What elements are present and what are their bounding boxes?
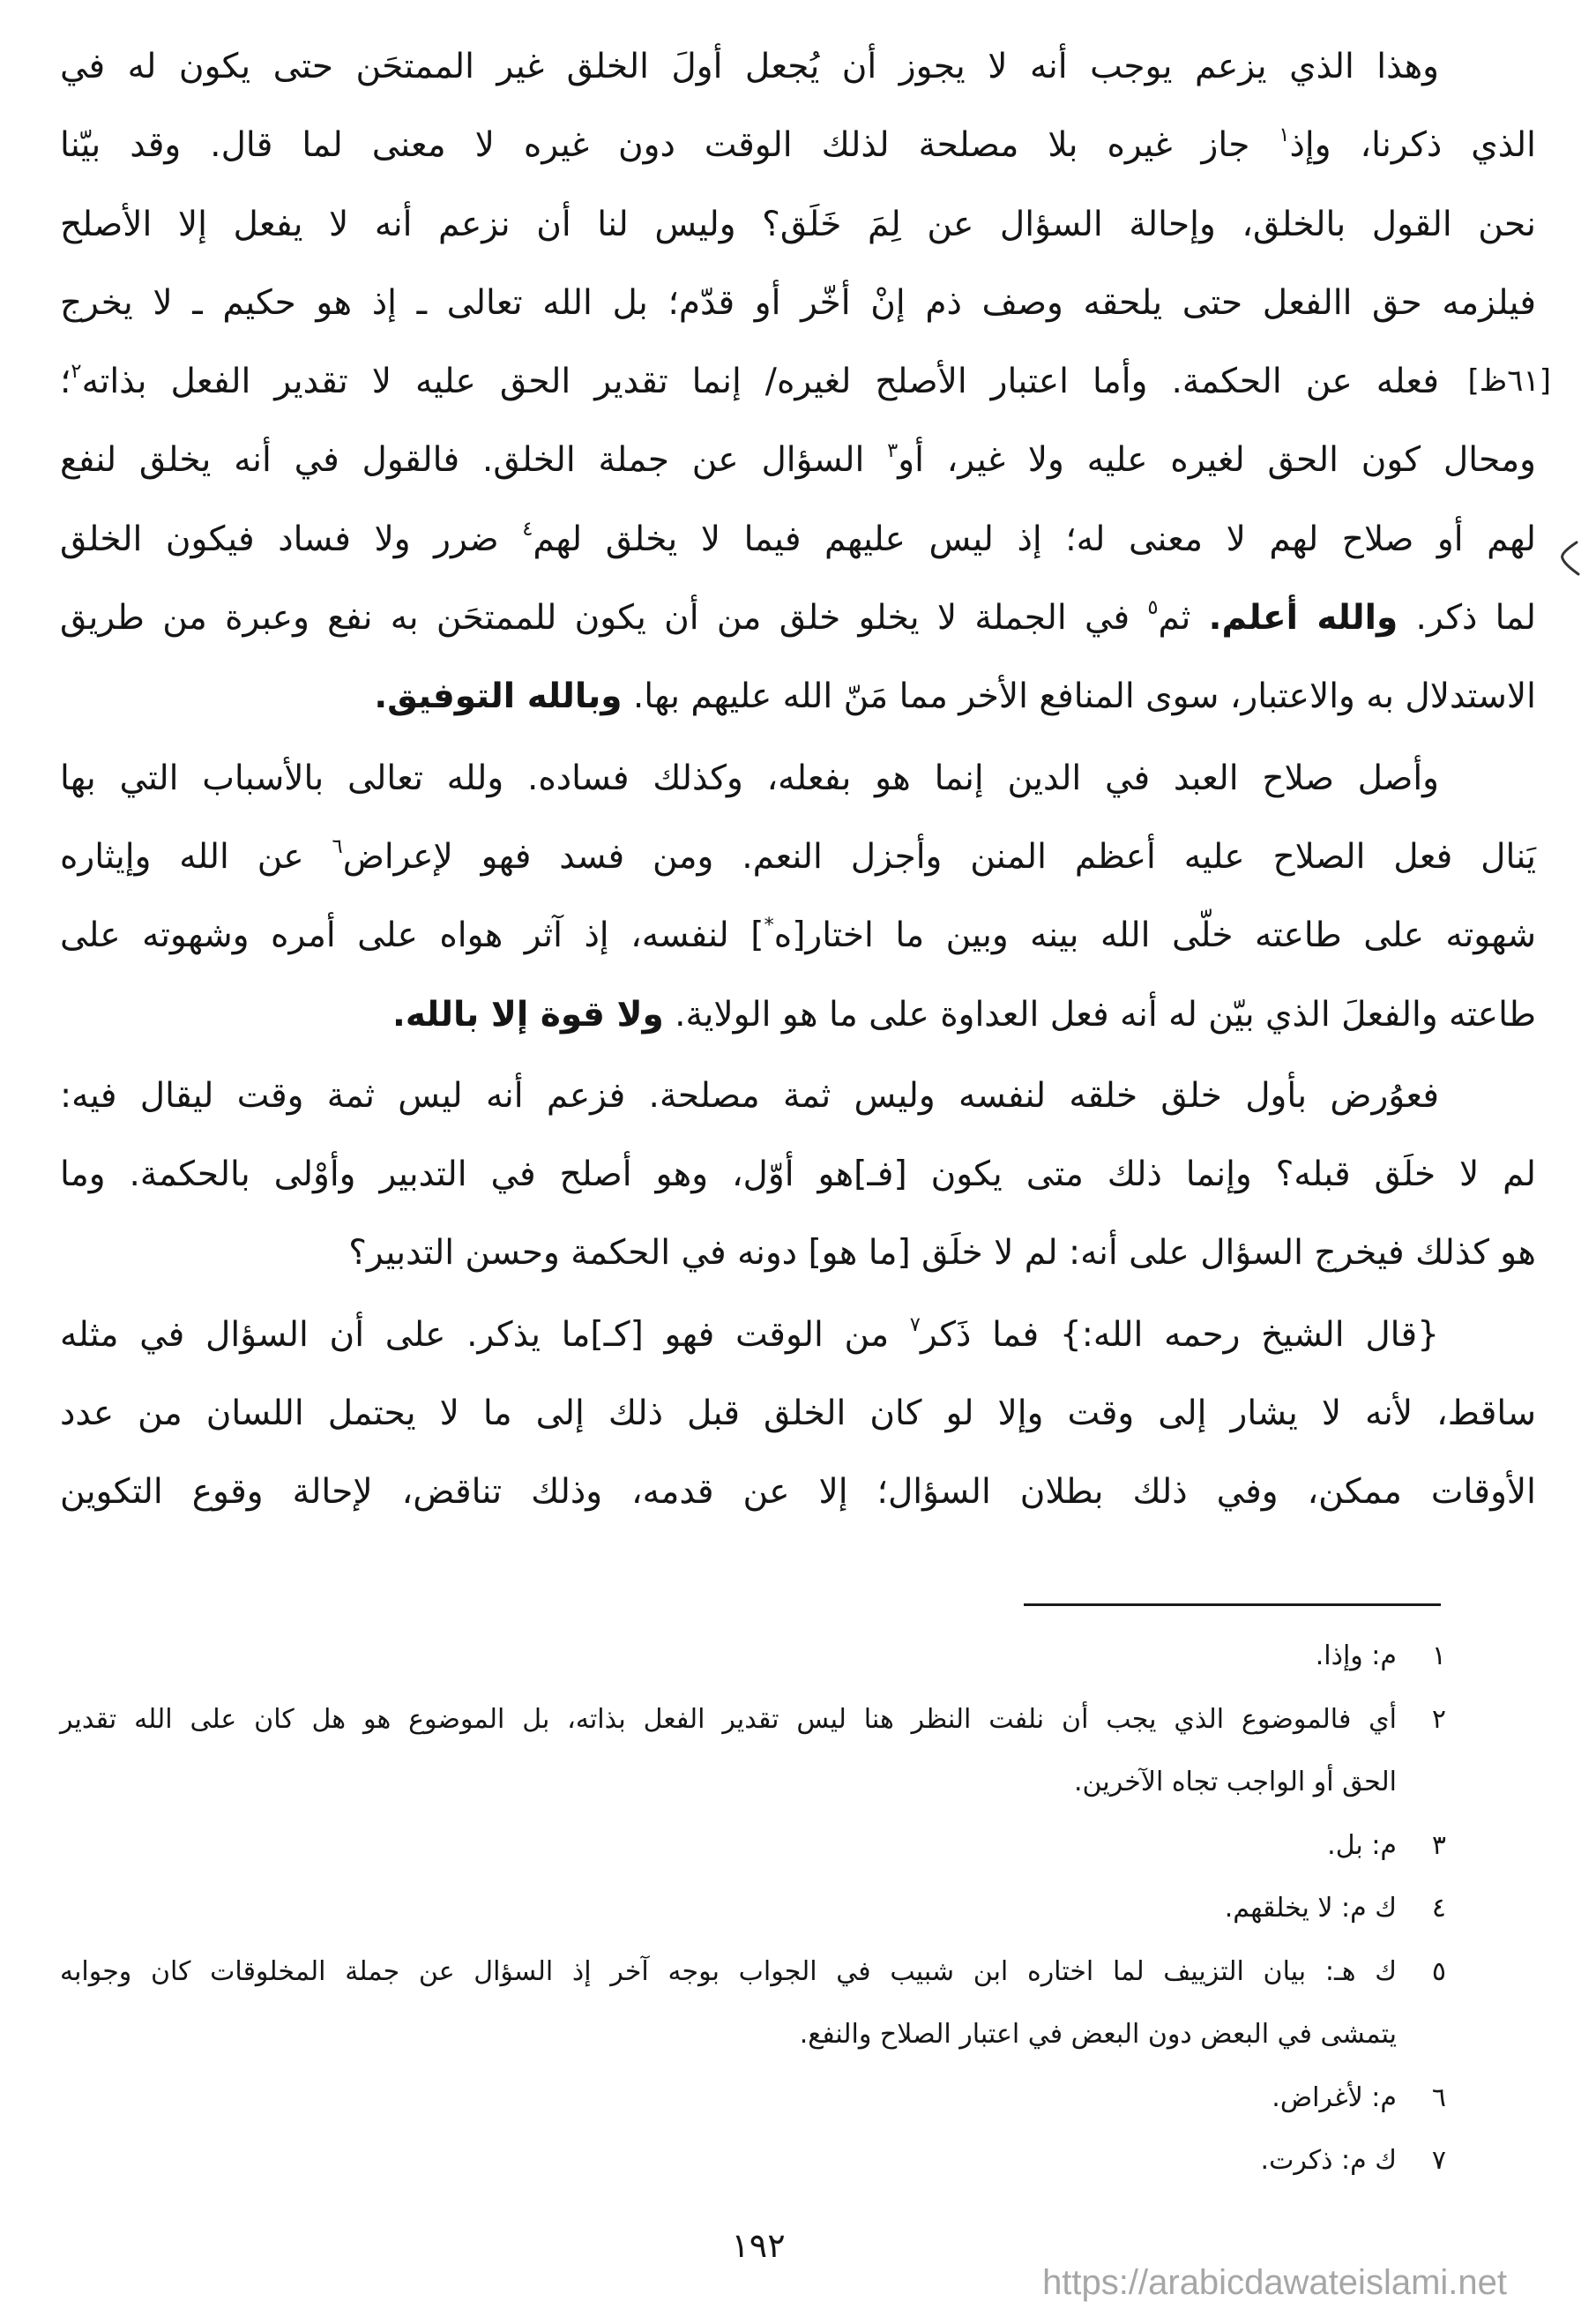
footnote-marker: ١ (1279, 123, 1290, 147)
text-run: ضرر ولا فساد فيكون الخلق (60, 519, 523, 559)
text-line (60, 1296, 1536, 1374)
text-line (60, 1374, 1536, 1453)
text-run: ومحال كون الحق لغيره عليه ولا غير، أو (898, 440, 1536, 481)
text-run: شهوته على طاعته خلّى الله بينه وبين ما اختار[ه (773, 915, 1536, 956)
text-run: عن الله وإيثاره (60, 836, 332, 877)
footnote-line: م: لأغراض. (1272, 2081, 1397, 2113)
text-line (60, 657, 1536, 736)
text-run: ؛ (60, 362, 71, 402)
text-run: نحن القول بالخلق، وإحالة السؤال عن لِمَ خَلَق؟ وليس لنا أن نزعم أنه لا يفعل إلا الأصلح (60, 204, 1536, 244)
text-line (60, 264, 1536, 342)
footnote (60, 1940, 1446, 2066)
footnote-line: ك هـ: بيان التزييف لما اختاره ابن شبيب في الجواب بوجه آخر إذ السؤال عن جملة المخلوقات كان وجوابه (60, 1955, 1397, 1987)
text-line (60, 975, 1536, 1054)
footnote-text (60, 1940, 1397, 2066)
footnote-text (60, 1877, 1397, 1940)
paragraph (60, 27, 1551, 736)
footnote-number: ٦ (1431, 2081, 1446, 2113)
text-run: طاعته والفعلَ الذي بيّن له أنه فعل العداوة على ما هو الولاية. (663, 994, 1536, 1035)
margin-pen-mark (1555, 540, 1582, 577)
text-line (60, 1135, 1536, 1214)
text-line (60, 896, 1536, 975)
footnote-number: ١ (1431, 1640, 1446, 1671)
footnote-marker: ٦ (332, 835, 343, 859)
footnote-marker: ٤ (522, 517, 533, 541)
text-run: لهم أو صلاح لهم لا معنى له؛ إذ ليس عليهم فيما لا يخلق لهم (533, 519, 1536, 559)
text-line (60, 1214, 1536, 1292)
text-run: لم لا خلَق قبله؟ وإنما ذلك متى يكون [فـ]هو أوّل، وهو أصلح في التدبير وأوْلى بالحكمة. وما (60, 1154, 1536, 1195)
text-run: السؤال عن جملة الخلق. فالقول في أنه يخلق لنفع (60, 440, 888, 481)
paragraph (60, 739, 1536, 1054)
text-line (60, 500, 1536, 579)
bold-phrase: وبالله التوفيق. (374, 676, 623, 717)
footnote-number: ٢ (1431, 1703, 1446, 1735)
footnote-line: يتمشى في البعض دون البعض في اعتبار الصلاح والنفع. (799, 2019, 1397, 2050)
footnote-number: ٤ (1431, 1893, 1446, 1924)
main-text (60, 27, 1551, 1532)
footnote-number: ٣ (1431, 1829, 1446, 1861)
text-run: جاز غيره بلا مصلحة لذلك الوقت دون غيره لا معنى لما قال. وقد بيّنا (60, 125, 1279, 166)
text-run: فيلزمه حق االفعل حتى يلحقه وصف ذم إنْ أخّر أو قدّم؛ بل الله تعالى ـ إذ هو حكيم ـ لا يخرج (60, 282, 1536, 323)
text-line (60, 27, 1536, 106)
footnote-text (60, 1814, 1397, 1878)
footnote-marker: ٣ (887, 438, 899, 462)
text-run: وهذا الذي يزعم يوجب أنه لا يجوز أن يُجعل أولَ الخلق غير الممتحَن حتى يكون له في (60, 47, 1439, 86)
text-run: الذي ذكرنا، وإذ (1289, 125, 1536, 166)
footnote-text (60, 2129, 1397, 2193)
footnote-separator (1024, 1603, 1441, 1606)
text-run: الاستدلال به والاعتبار، سوى المنافع الأخر مما مَنّ الله عليهم بها. (622, 676, 1536, 717)
footnote-line: م: بل. (1327, 1829, 1397, 1861)
text-line (60, 421, 1536, 499)
text-line (60, 818, 1536, 896)
text-run: يَنال فعل الصلاح عليه أعظم المنن وأجزل النعم. ومن فسد فهو لإعراض (342, 836, 1536, 877)
text-line (60, 1057, 1536, 1135)
footnote (60, 2129, 1446, 2193)
text-line (60, 342, 1551, 421)
footnotes (60, 1625, 1446, 2193)
footnote-text (60, 1688, 1397, 1814)
text-run: وأصل صلاح العبد في الدين إنما هو بفعله، وكذلك فساده. ولله تعالى بالأسباب التي بها (60, 758, 1439, 798)
footnote-text (60, 1625, 1397, 1688)
footnote-marker: ٥ (1147, 596, 1159, 620)
text-line (60, 1453, 1536, 1531)
text-run: ثم (1158, 598, 1209, 639)
text-run: {قال الشيخ رحمه الله:} فما ذَكر (920, 1314, 1440, 1355)
text-run: الأوقات ممكن، وفي ذلك بطلان السؤال؛ إلا عن قدمه، وذلك تناقض، لإحالة وقوع التكوين (60, 1472, 1536, 1513)
footnote-marker: ٧ (909, 1312, 921, 1336)
footnote (60, 1814, 1446, 1878)
text-run: من الوقت فهو [كـ]ما يذكر. على أن السؤال في مثله (60, 1314, 910, 1355)
paragraph (60, 1057, 1536, 1293)
text-run: ساقط، لأنه لا يشار إلى وقت وإلا لو كان الخلق قبل ذلك إلى ما لا يحتمل اللسان من عدد (60, 1394, 1536, 1434)
footnote-number: ٧ (1431, 2145, 1446, 2176)
footnote (60, 1625, 1446, 1688)
footnote-line: أي فالموضوع الذي يجب أن نلفت النظر هنا ليس تقدير الفعل بذاته، بل الموضوع هو هل كان على الله تقدير (60, 1703, 1397, 1735)
text-run: فعوُرض بأول خلق خلقه لنفسه وليس ثمة مصلحة. فزعم أنه ليس ثمة وقت ليقال فيه: (60, 1075, 1439, 1116)
text-line (60, 739, 1536, 818)
footnote-number: ٥ (1431, 1955, 1446, 1987)
bold-phrase: ولا قوة إلا بالله. (392, 994, 664, 1035)
footnote-marker: ٢ (71, 360, 82, 384)
footnote (60, 1688, 1446, 1814)
text-run: هو كذلك فيخرج السؤال على أنه: لم لا خلَق [ما هو] دونه في الحكمة وحسن التدبير؟ (348, 1233, 1536, 1274)
footnote-line: ك م: ذكرت. (1260, 2145, 1397, 2176)
paragraph (60, 1296, 1536, 1532)
text-run: في الجملة لا يخلو خلق من أن يكون للممتحَن به نفع وعبرة من طريق (60, 598, 1148, 639)
text-line (60, 106, 1536, 184)
watermark-url: https://arabicdawateislami.net (1042, 2263, 1507, 2302)
footnote-line: الحق أو الواجب تجاه الآخرين. (1074, 1767, 1397, 1797)
text-run: فعله عن الحكمة. وأما اعتبار الأصلح لغيره/ إنما تقدير الحق عليه لا تقدير الفعل بذاته (81, 362, 1439, 402)
footnote-marker: * (764, 914, 774, 938)
footnote-line: ك م: لا يخلقهم. (1224, 1893, 1397, 1924)
footnote-text (60, 2066, 1397, 2130)
text-run: ] لنفسه، إذ آثر هواه على أمره وشهوته على (60, 915, 764, 956)
text-line (60, 579, 1536, 657)
page-number: ١٩٢ (731, 2226, 786, 2265)
text-line (60, 185, 1536, 264)
text-run: لما ذكر. (1398, 598, 1536, 639)
footnote (60, 2066, 1446, 2130)
bold-phrase: والله أعلم. (1208, 598, 1398, 639)
margin-folio-note: [٦١ظ] (1467, 363, 1551, 400)
footnote-line: م: وإذا. (1315, 1640, 1397, 1671)
footnote (60, 1877, 1446, 1940)
